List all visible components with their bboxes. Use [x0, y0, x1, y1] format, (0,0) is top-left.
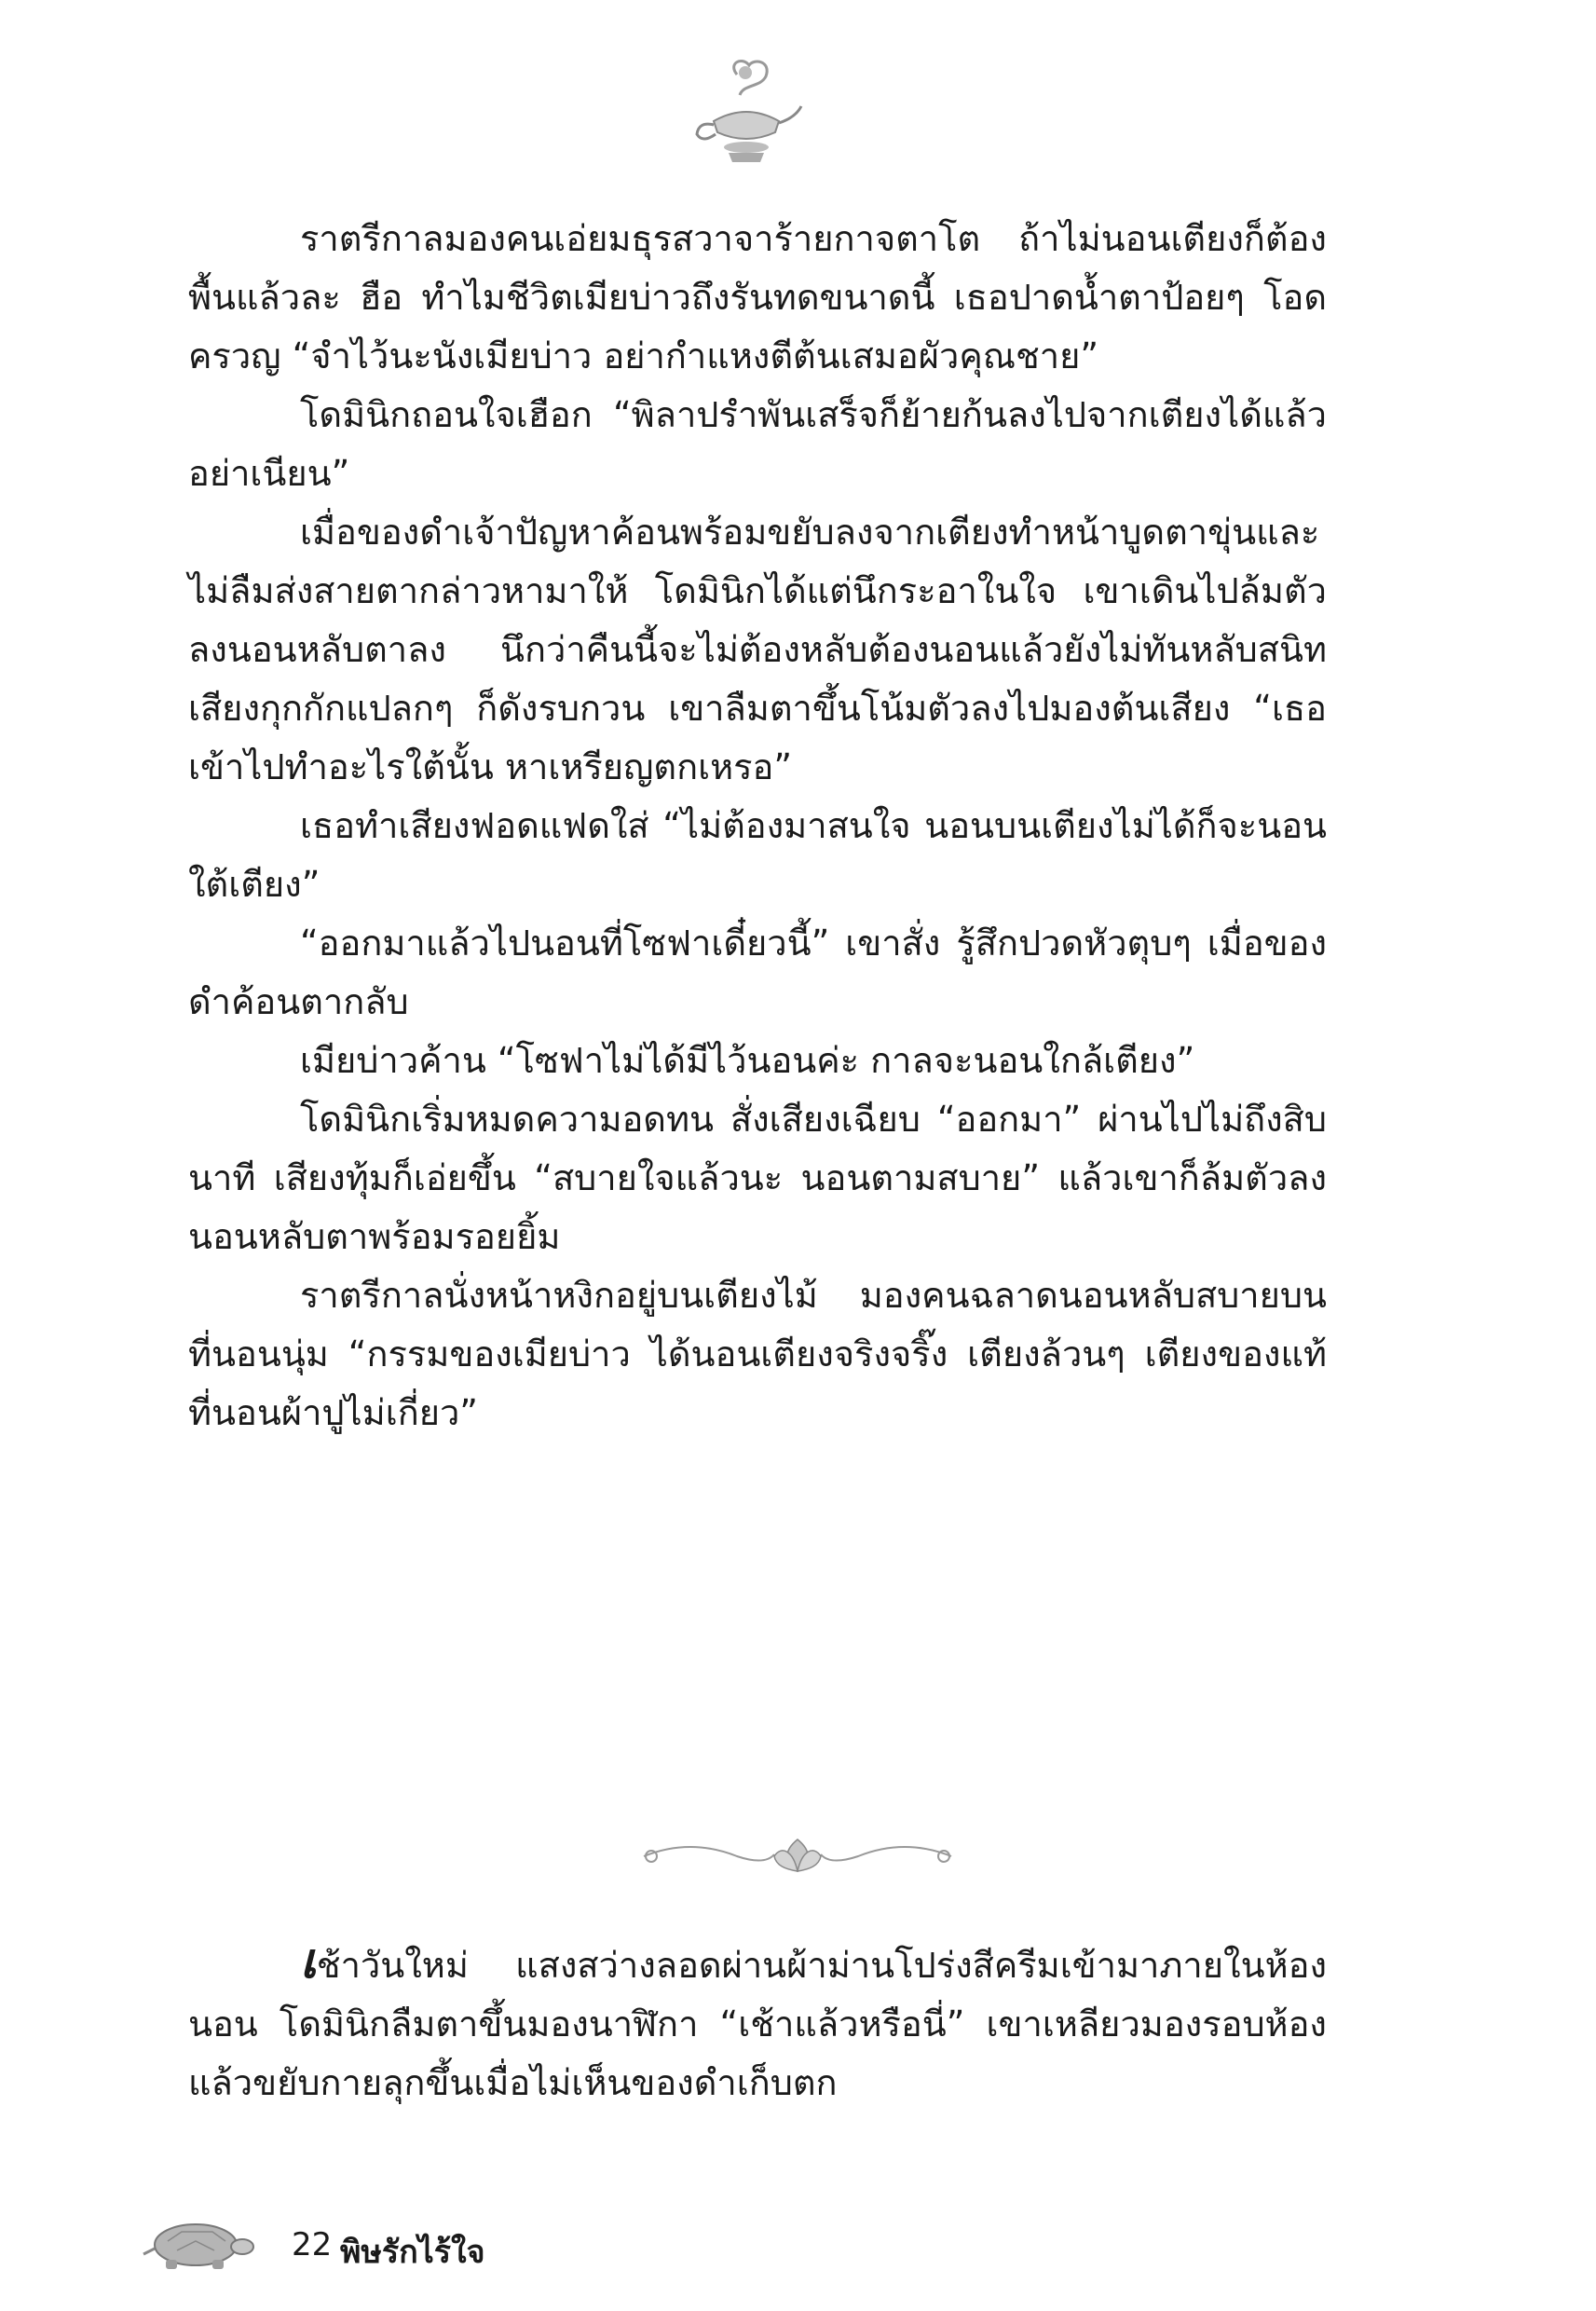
genie-lamp-icon: [686, 56, 807, 177]
paragraph: โดมินิกถอนใจเฮือก “พิลาปรำพันเสร็จก็ย้ายก้นลงไปจากเตียงได้แล้ว อย่าเนียน”: [188, 394, 1327, 494]
page-number: 22: [292, 2226, 333, 2263]
dropcap: เ: [300, 1933, 317, 1990]
book-title: พิษรักไร้ใจ: [340, 2234, 485, 2271]
paragraph: ราตรีกาลนั่งหน้าหงิกอยู่บนเตียงไม้ มองคนฉลาดนอนหลับสบายบนที่นอนนุ่ม “กรรมของเมียบ่าว ได้นอนเตียงจริงจริ๊ง เตียงล้วนๆ เตียงของแท้ ที่นอนผ้าปูไม่เกี่ยว”: [188, 1275, 1327, 1433]
turtle-icon: [140, 2213, 256, 2274]
new-section: [188, 1932, 1327, 2113]
lotus-flourish-divider: [634, 1834, 961, 1877]
paragraph: เมียบ่าวค้าน “โซฟาไม่ได้มีไว้นอนค่ะ กาลจะนอนใกล้เตียง”: [300, 1040, 1195, 1081]
story-body: [188, 210, 1327, 1443]
paragraph: “ออกมาแล้วไปนอนที่โซฟาเดี๋ยวนี้” เขาสั่ง รู้สึกปวดหัวตุบๆ เมื่อของดำค้อนตากลับ: [188, 923, 1327, 1022]
paragraph-text: ช้าวันใหม่ แสงสว่างลอดผ่านผ้าม่านโปร่งสีครีมเข้ามาภายในห้องนอน โดมินิกลืมตาขึ้นมองนาฬิกา “เช้าแล้วหรือนี่” เขาเหลียวมองรอบห้องแล้วขยับกายลุกขึ้นเมื่อไม่เห็นของดำเก็บตก: [188, 1945, 1327, 2103]
paragraph: [188, 1932, 1327, 2113]
paragraph: โดมินิกเริ่มหมดความอดทน สั่งเสียงเฉียบ “ออกมา” ผ่านไปไม่ถึงสิบนาที เสียงทุ้มก็เอ่ยขึ้น “สบายใจแล้วนะ นอนตามสบาย” แล้วเขาก็ล้มตัวลงนอนหลับตาพร้อมรอยยิ้ม: [188, 1099, 1327, 1257]
paragraph: เธอทำเสียงฟอดแฟดใส่ “ไม่ต้องมาสนใจ นอนบนเตียงไม่ได้ก็จะนอนใต้เตียง”: [188, 805, 1327, 905]
page-footer: [140, 2213, 792, 2278]
paragraph: เมื่อของดำเจ้าปัญหาค้อนพร้อมขยับลงจากเตียงทำหน้าบูดตาขุ่นและไม่ลืมส่งสายตากล่าวหามาให้ โดมินิกได้แต่นึกระอาในใจ เขาเดินไปล้มตัวลงนอนหลับตาลง นึกว่าคืนนี้จะไม่ต้องหลับต้องนอนแล้วยังไม่ทันหลับสนิท เสียงกุกกักแปลกๆ ก็ดังรบกวน เขาลืมตาขึ้นโน้มตัวลงไปมองต้นเสียง “เธอเข้าไปทำอะไรใต้นั้น หาเหรียญตกเหรอ”: [188, 512, 1327, 787]
paragraph: ราตรีกาลมองคนเอ่ยมธุรสวาจาร้ายกาจตาโต ถ้าไม่นอนเตียงก็ต้องพื้นแล้วละ ฮือ ทำไมชีวิตเมียบ่าวถึงรันทดขนาดนี้ เธอปาดน้ำตาป้อยๆ โอดครวญ “จำไว้นะนังเมียบ่าว อย่ากำแหงตีต้นเสมอผัวคุณชาย”: [188, 218, 1327, 376]
